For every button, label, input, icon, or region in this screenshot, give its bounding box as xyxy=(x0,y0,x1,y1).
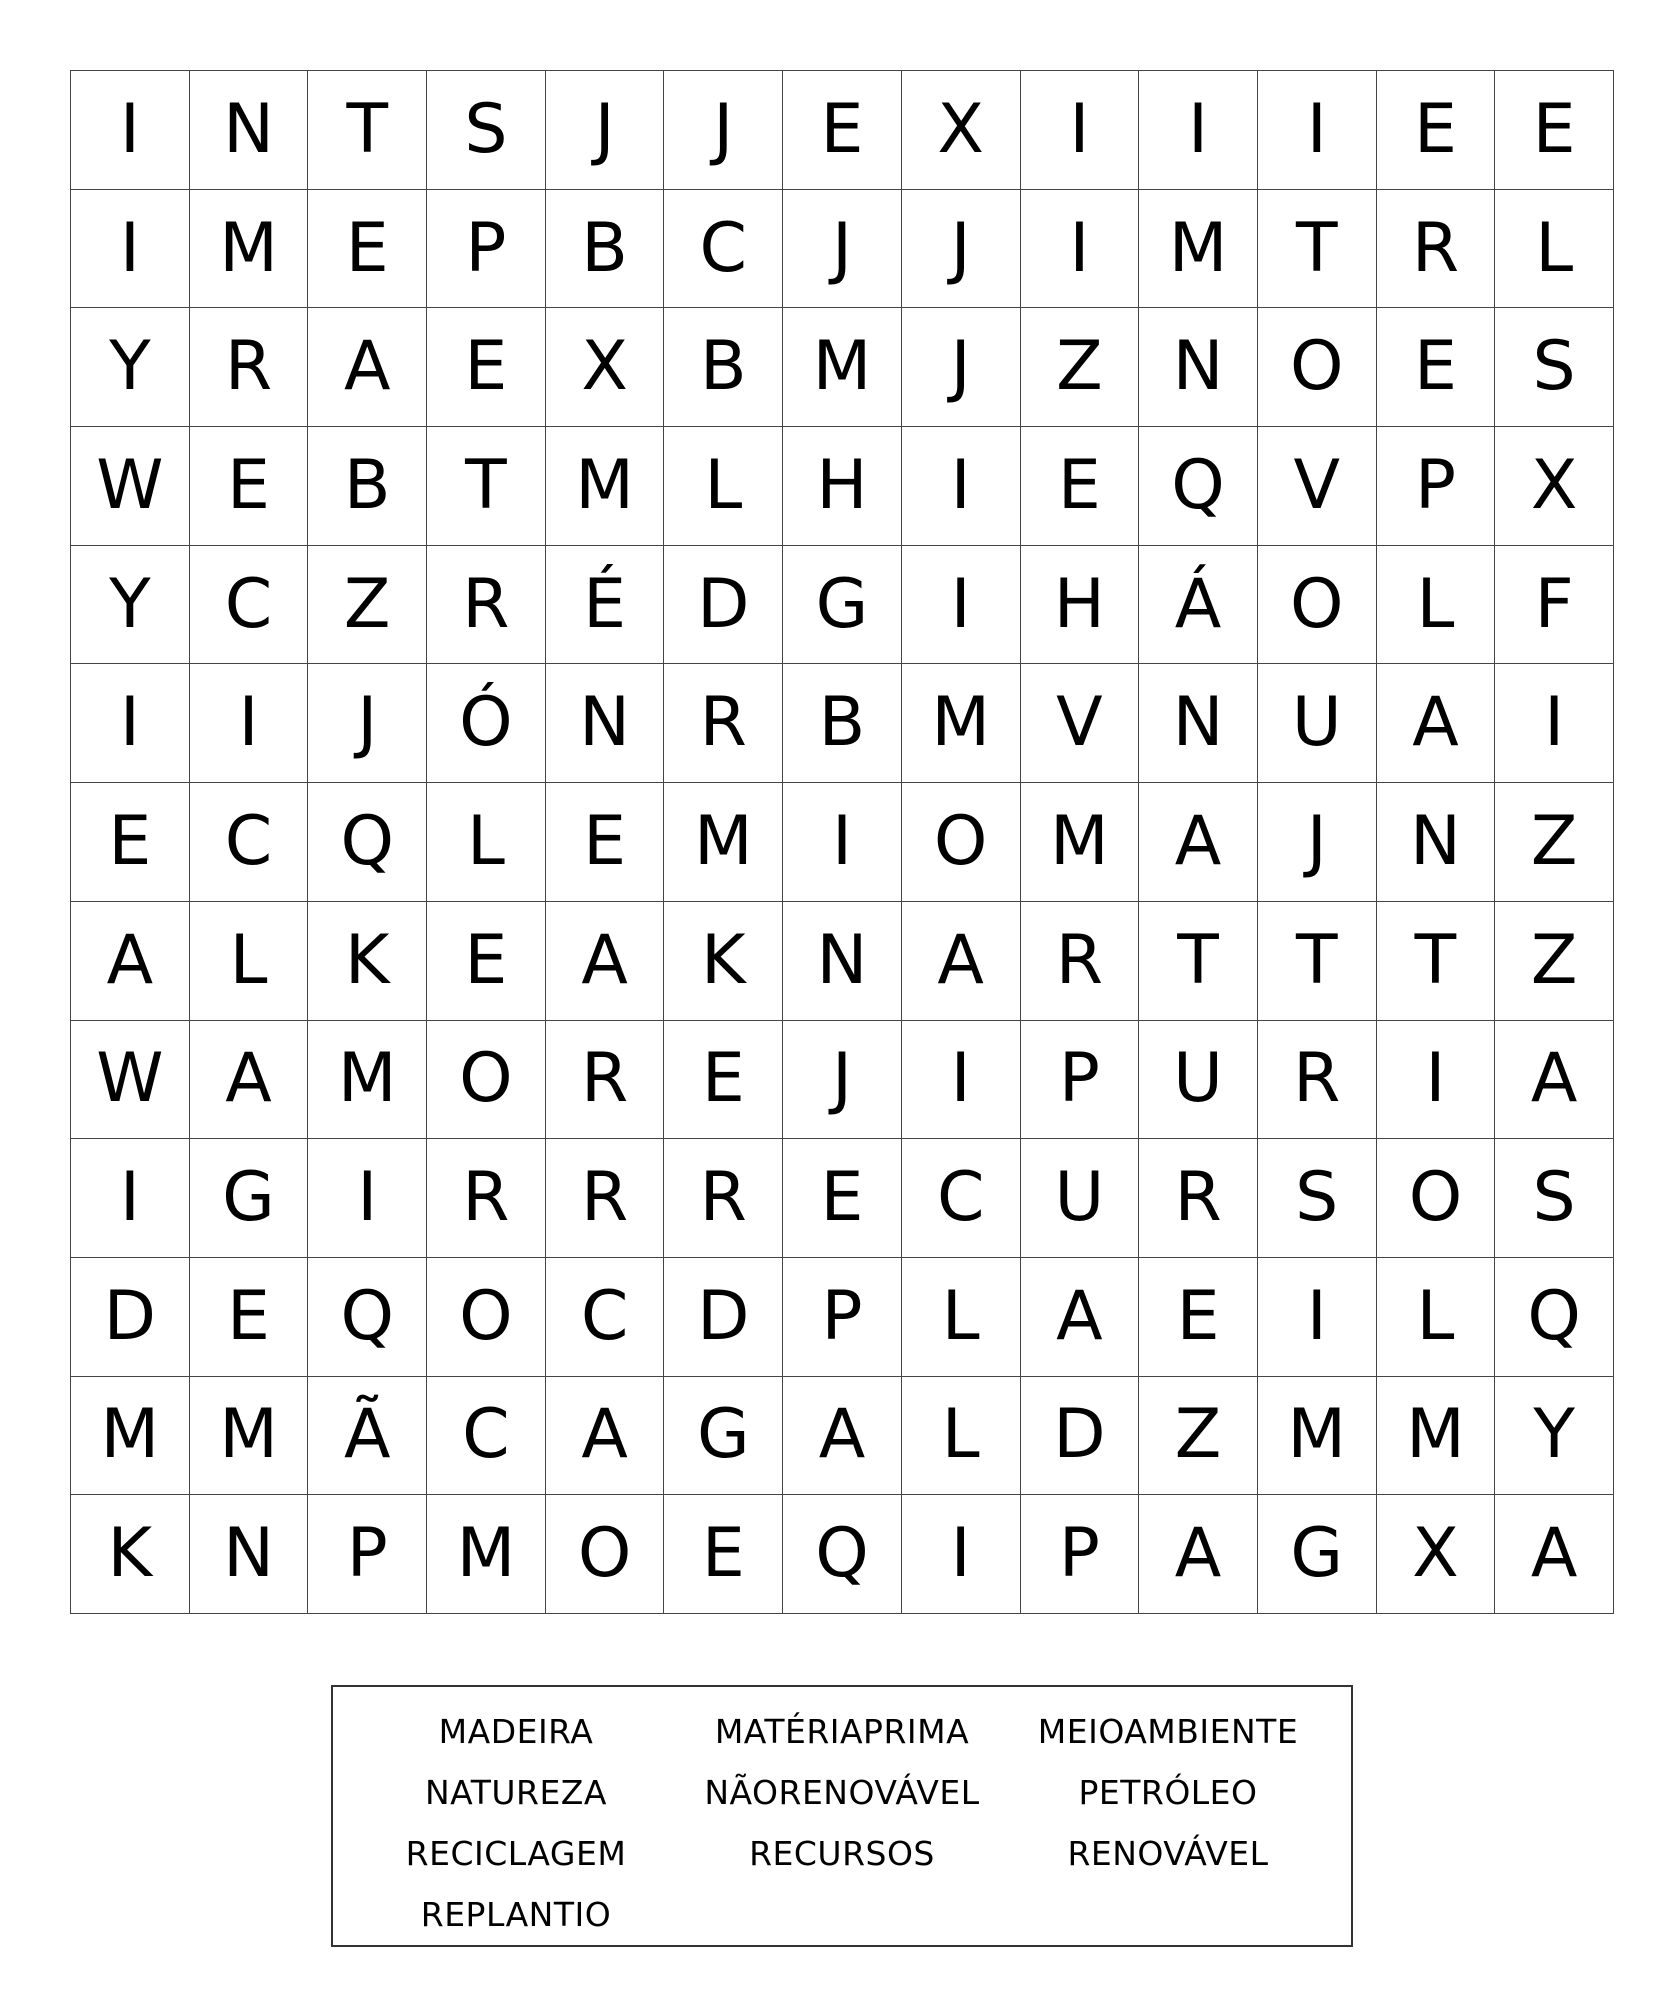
grid-cell[interactable]: Q xyxy=(308,1258,427,1377)
grid-cell[interactable]: Y xyxy=(71,308,190,427)
grid-cell[interactable]: T xyxy=(1139,902,1258,1021)
grid-cell[interactable]: A xyxy=(546,902,665,1021)
grid-cell[interactable]: R xyxy=(1139,1139,1258,1258)
grid-cell[interactable]: E xyxy=(546,783,665,902)
grid-cell[interactable]: Y xyxy=(71,546,190,665)
grid-cell[interactable]: T xyxy=(1258,190,1377,309)
grid-cell[interactable]: L xyxy=(1377,1258,1496,1377)
grid-cell[interactable]: Á xyxy=(1139,546,1258,665)
grid-cell[interactable]: B xyxy=(783,664,902,783)
grid-cell[interactable]: D xyxy=(71,1258,190,1377)
grid-cell[interactable]: P xyxy=(427,190,546,309)
grid-cell[interactable]: L xyxy=(664,427,783,546)
grid-cell[interactable]: R xyxy=(427,1139,546,1258)
grid-cell[interactable]: L xyxy=(190,902,309,1021)
grid-cell[interactable]: E xyxy=(783,71,902,190)
grid-cell[interactable]: M xyxy=(546,427,665,546)
grid-cell[interactable]: L xyxy=(902,1258,1021,1377)
grid-cell[interactable]: J xyxy=(783,190,902,309)
grid-cell[interactable]: X xyxy=(1495,427,1614,546)
grid-cell[interactable]: K xyxy=(71,1495,190,1614)
grid-cell[interactable]: I xyxy=(902,1495,1021,1614)
grid-cell[interactable]: I xyxy=(71,664,190,783)
grid-cell[interactable]: I xyxy=(308,1139,427,1258)
grid-cell[interactable]: E xyxy=(308,190,427,309)
grid-cell[interactable]: D xyxy=(664,1258,783,1377)
grid-cell[interactable]: A xyxy=(1377,664,1496,783)
grid-cell[interactable]: Z xyxy=(308,546,427,665)
grid-cell[interactable]: O xyxy=(546,1495,665,1614)
grid-cell[interactable]: D xyxy=(664,546,783,665)
grid-cell[interactable]: I xyxy=(1021,190,1140,309)
grid-cell[interactable]: I xyxy=(902,546,1021,665)
grid-cell[interactable]: Y xyxy=(1495,1377,1614,1496)
grid-cell[interactable]: N xyxy=(783,902,902,1021)
grid-cell[interactable]: F xyxy=(1495,546,1614,665)
grid-cell[interactable]: X xyxy=(902,71,1021,190)
grid-cell[interactable]: Z xyxy=(1139,1377,1258,1496)
grid-cell[interactable]: O xyxy=(1377,1139,1496,1258)
grid-cell[interactable]: E xyxy=(664,1495,783,1614)
grid-cell[interactable]: R xyxy=(190,308,309,427)
grid-cell[interactable]: C xyxy=(546,1258,665,1377)
word-list xyxy=(333,1701,1351,1945)
grid-cell[interactable]: Z xyxy=(1021,308,1140,427)
grid-cell[interactable]: E xyxy=(190,427,309,546)
grid-cell[interactable]: H xyxy=(1021,546,1140,665)
grid-cell[interactable]: T xyxy=(308,71,427,190)
grid-cell[interactable]: M xyxy=(190,190,309,309)
grid-cell[interactable]: K xyxy=(308,902,427,1021)
grid-cell[interactable]: I xyxy=(190,664,309,783)
word-list-item: RECICLAGEM xyxy=(405,1834,627,1873)
grid-cell[interactable]: O xyxy=(427,1021,546,1140)
grid-cell[interactable]: O xyxy=(1258,308,1377,427)
grid-cell[interactable]: Q xyxy=(783,1495,902,1614)
grid-cell[interactable]: N xyxy=(546,664,665,783)
grid-cell[interactable]: M xyxy=(1258,1377,1377,1496)
grid-cell[interactable]: A xyxy=(1495,1021,1614,1140)
grid-cell[interactable]: M xyxy=(308,1021,427,1140)
word-list-item: MEIOAMBIENTE xyxy=(1037,1712,1299,1751)
grid-cell[interactable]: A xyxy=(546,1377,665,1496)
grid-cell[interactable]: J xyxy=(308,664,427,783)
word-list-item: RENOVÁVEL xyxy=(1067,1834,1269,1873)
grid-cell[interactable]: J xyxy=(546,71,665,190)
grid-cell[interactable]: E xyxy=(427,308,546,427)
grid-cell[interactable]: W xyxy=(71,1021,190,1140)
grid-cell[interactable]: E xyxy=(71,783,190,902)
grid-cell[interactable]: C xyxy=(190,783,309,902)
grid-cell[interactable]: O xyxy=(427,1258,546,1377)
grid-cell[interactable]: R xyxy=(664,664,783,783)
grid-cell[interactable]: E xyxy=(1377,71,1496,190)
grid-cell[interactable]: P xyxy=(308,1495,427,1614)
grid-cell[interactable]: A xyxy=(902,902,1021,1021)
grid-cell[interactable]: N xyxy=(1377,783,1496,902)
grid-cell[interactable]: A xyxy=(1139,1495,1258,1614)
grid-cell[interactable]: B xyxy=(308,427,427,546)
grid-cell[interactable]: M xyxy=(427,1495,546,1614)
grid-cell[interactable]: O xyxy=(1258,546,1377,665)
grid-cell[interactable]: E xyxy=(783,1139,902,1258)
grid-cell[interactable]: M xyxy=(1377,1377,1496,1496)
grid-cell[interactable]: E xyxy=(1021,427,1140,546)
word-list-item: NATUREZA xyxy=(425,1773,607,1812)
grid-cell[interactable]: S xyxy=(1495,308,1614,427)
grid-cell[interactable]: M xyxy=(1139,190,1258,309)
grid-cell[interactable]: P xyxy=(1021,1495,1140,1614)
grid-cell[interactable]: A xyxy=(308,308,427,427)
grid-cell[interactable]: U xyxy=(1258,664,1377,783)
grid-cell[interactable]: S xyxy=(427,71,546,190)
grid-cell[interactable]: R xyxy=(1021,902,1140,1021)
letter-grid xyxy=(70,70,1614,1614)
grid-cell[interactable]: J xyxy=(902,190,1021,309)
grid-cell[interactable]: I xyxy=(71,1139,190,1258)
grid-cell[interactable]: A xyxy=(783,1377,902,1496)
grid-cell[interactable]: I xyxy=(1258,71,1377,190)
grid-cell[interactable]: Q xyxy=(308,783,427,902)
word-list-item: PETRÓLEO xyxy=(1078,1773,1258,1812)
grid-cell[interactable]: I xyxy=(1021,71,1140,190)
grid-cell[interactable]: C xyxy=(190,546,309,665)
grid-cell[interactable]: L xyxy=(427,783,546,902)
grid-cell[interactable]: X xyxy=(1377,1495,1496,1614)
grid-cell[interactable]: Q xyxy=(1139,427,1258,546)
grid-cell[interactable]: Ó xyxy=(427,664,546,783)
grid-cell[interactable]: R xyxy=(664,1139,783,1258)
grid-cell[interactable]: S xyxy=(1495,1139,1614,1258)
grid-cell[interactable]: Q xyxy=(1495,1258,1614,1377)
grid-cell[interactable]: J xyxy=(664,71,783,190)
grid-cell[interactable]: E xyxy=(1139,1258,1258,1377)
grid-cell[interactable]: I xyxy=(1139,71,1258,190)
grid-cell[interactable]: I xyxy=(71,71,190,190)
grid-cell[interactable]: A xyxy=(190,1021,309,1140)
grid-cell[interactable]: E xyxy=(1377,308,1496,427)
grid-cell[interactable]: C xyxy=(902,1139,1021,1258)
grid-cell[interactable]: G xyxy=(1258,1495,1377,1614)
grid-cell[interactable]: M xyxy=(1021,783,1140,902)
grid-cell[interactable]: N xyxy=(1139,308,1258,427)
grid-cell[interactable]: K xyxy=(664,902,783,1021)
grid-cell[interactable]: S xyxy=(1258,1139,1377,1258)
grid-cell[interactable]: I xyxy=(902,427,1021,546)
grid-cell[interactable]: M xyxy=(783,308,902,427)
grid-cell[interactable]: J xyxy=(783,1021,902,1140)
grid-cell[interactable]: I xyxy=(1495,664,1614,783)
grid-cell[interactable]: R xyxy=(546,1021,665,1140)
word-list-item: NÃORENOVÁVEL xyxy=(704,1773,980,1812)
grid-cell[interactable]: E xyxy=(190,1258,309,1377)
grid-cell[interactable]: P xyxy=(1021,1021,1140,1140)
word-list-item: MATÉRIAPRIMA xyxy=(714,1712,970,1751)
grid-cell[interactable]: E xyxy=(427,902,546,1021)
grid-cell[interactable]: M xyxy=(71,1377,190,1496)
word-list-item: RECURSOS xyxy=(749,1834,935,1873)
grid-cell[interactable]: A xyxy=(1495,1495,1614,1614)
grid-cell[interactable]: V xyxy=(1021,664,1140,783)
grid-cell[interactable]: I xyxy=(1377,1021,1496,1140)
word-list-item: MADEIRA xyxy=(438,1712,594,1751)
grid-cell[interactable]: Z xyxy=(1495,783,1614,902)
grid-cell[interactable]: E xyxy=(664,1021,783,1140)
grid-cell[interactable]: T xyxy=(1258,902,1377,1021)
grid-cell[interactable]: R xyxy=(427,546,546,665)
grid-cell[interactable]: N xyxy=(1139,664,1258,783)
grid-cell[interactable]: I xyxy=(1258,1258,1377,1377)
grid-cell[interactable]: B xyxy=(546,190,665,309)
grid-cell[interactable]: C xyxy=(664,190,783,309)
grid-cell[interactable]: L xyxy=(902,1377,1021,1496)
grid-cell[interactable]: P xyxy=(1377,427,1496,546)
grid-cell[interactable]: R xyxy=(546,1139,665,1258)
grid-cell[interactable]: L xyxy=(1495,190,1614,309)
grid-cell[interactable]: Ã xyxy=(308,1377,427,1496)
grid-cell[interactable]: P xyxy=(783,1258,902,1377)
grid-cell[interactable]: O xyxy=(902,783,1021,902)
word-list-box xyxy=(331,1685,1353,1947)
grid-cell[interactable]: I xyxy=(71,190,190,309)
grid-cell[interactable]: X xyxy=(546,308,665,427)
grid-cell[interactable]: U xyxy=(1021,1139,1140,1258)
grid-cell[interactable]: A xyxy=(1021,1258,1140,1377)
grid-cell[interactable]: W xyxy=(71,427,190,546)
grid-cell[interactable]: É xyxy=(546,546,665,665)
grid-cell[interactable]: L xyxy=(1377,546,1496,665)
grid-cell[interactable]: M xyxy=(664,783,783,902)
grid-cell[interactable]: D xyxy=(1021,1377,1140,1496)
grid-cell[interactable]: Z xyxy=(1495,902,1614,1021)
grid-cell[interactable]: B xyxy=(664,308,783,427)
grid-cell[interactable]: N xyxy=(190,71,309,190)
grid-cell[interactable]: J xyxy=(1258,783,1377,902)
grid-cell[interactable]: G xyxy=(664,1377,783,1496)
grid-cell[interactable]: N xyxy=(190,1495,309,1614)
grid-cell[interactable]: R xyxy=(1377,190,1496,309)
grid-cell[interactable]: I xyxy=(902,1021,1021,1140)
grid-cell[interactable]: C xyxy=(427,1377,546,1496)
grid-cell[interactable]: V xyxy=(1258,427,1377,546)
grid-cell[interactable]: R xyxy=(1258,1021,1377,1140)
grid-cell[interactable]: A xyxy=(71,902,190,1021)
grid-cell[interactable]: A xyxy=(1139,783,1258,902)
word-list-item: REPLANTIO xyxy=(420,1895,612,1934)
grid-cell[interactable]: J xyxy=(902,308,1021,427)
grid-cell[interactable]: M xyxy=(902,664,1021,783)
grid-cell[interactable]: E xyxy=(1495,71,1614,190)
grid-cell[interactable]: G xyxy=(190,1139,309,1258)
grid-cell[interactable]: H xyxy=(783,427,902,546)
grid-cell[interactable]: U xyxy=(1139,1021,1258,1140)
grid-cell[interactable]: M xyxy=(190,1377,309,1496)
grid-cell[interactable]: T xyxy=(427,427,546,546)
grid-cell[interactable]: T xyxy=(1377,902,1496,1021)
grid-cell[interactable]: G xyxy=(783,546,902,665)
grid-cell[interactable]: I xyxy=(783,783,902,902)
